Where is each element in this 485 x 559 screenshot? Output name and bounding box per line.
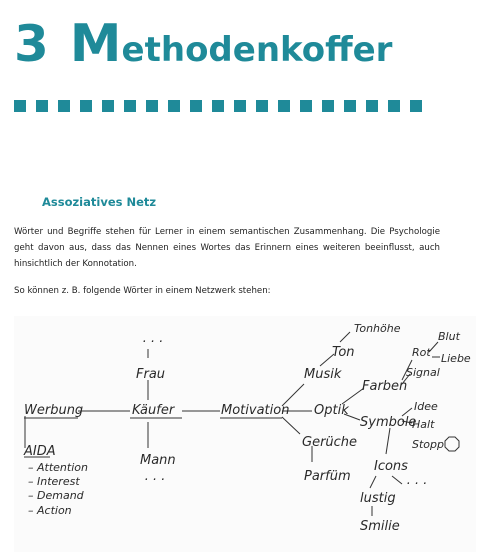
link-optik-farben — [342, 388, 364, 404]
node-stopp: Stopp — [412, 438, 444, 451]
node-musik: Musik — [304, 367, 342, 382]
chapter-title-rest: ethodenkoffer — [121, 30, 393, 70]
section-heading: Assoziatives Netz — [42, 195, 157, 209]
node-symbole: Symbole — [360, 415, 417, 430]
link-motivation-gerueche — [282, 417, 300, 434]
chapter-header — [14, 14, 392, 74]
node-demand: – Demand — [28, 489, 84, 502]
association-network-figure — [14, 316, 476, 552]
node-liebe: Liebe — [441, 352, 471, 365]
node-werbung: Werbung — [24, 403, 84, 418]
paragraph-example: So können z. B. folgende Wörter in einem Netzwerk stehen: — [14, 286, 271, 296]
node-blut: Blut — [438, 330, 460, 343]
node-aida: AIDA — [24, 444, 56, 459]
link-ton-tonhoehe — [340, 332, 350, 342]
chapter-title — [70, 14, 393, 74]
node-lustig: lustig — [360, 491, 396, 506]
node-dots-icons: · · · — [406, 477, 427, 492]
chapter-number: 3 — [14, 15, 50, 73]
node-optik: Optik — [314, 403, 349, 418]
node-kaeufer: Käufer — [132, 403, 175, 418]
node-attention: – Attention — [28, 461, 88, 474]
node-parfuem: Parfüm — [304, 469, 351, 484]
node-smilie: Smilie — [360, 519, 400, 534]
node-dots-bottom: · · · — [144, 473, 165, 488]
node-interest: – Interest — [28, 475, 80, 488]
node-frau: Frau — [136, 367, 166, 382]
stop-sign-drawing — [445, 437, 459, 451]
node-mann: Mann — [140, 453, 176, 468]
node-action: – Action — [28, 504, 72, 517]
node-gerueche: Gerüche — [302, 435, 358, 450]
node-icons: Icons — [374, 459, 408, 474]
node-halt: Halt — [412, 418, 435, 431]
node-idee: Idee — [414, 400, 438, 413]
node-tonhoehe: Tonhöhe — [354, 322, 401, 335]
node-rot: Rot — [412, 346, 431, 359]
node-motivation: Motivation — [221, 403, 290, 418]
association-network-drawing — [14, 316, 476, 552]
paragraph-intro: Wörter und Begriffe stehen für Lerner in einem semantischen Zusammenhang. Die Psychologie geht davon aus, dass das Nennen eines Wortes das Erinnern eines weiteren beeinflusst, auch hinsichtlich der Konnotation. — [14, 227, 440, 269]
link-icons-lustig — [370, 476, 376, 488]
node-farben: Farben — [362, 379, 408, 394]
node-ton: Ton — [332, 345, 355, 360]
dashed-divider — [14, 100, 422, 112]
node-dots-top: · · · — [142, 335, 163, 350]
chapter-title-initial: M — [69, 14, 122, 74]
node-signal: Signal — [406, 366, 440, 379]
link-icons-dots — [392, 476, 402, 484]
link-symbole-icons — [386, 428, 390, 454]
